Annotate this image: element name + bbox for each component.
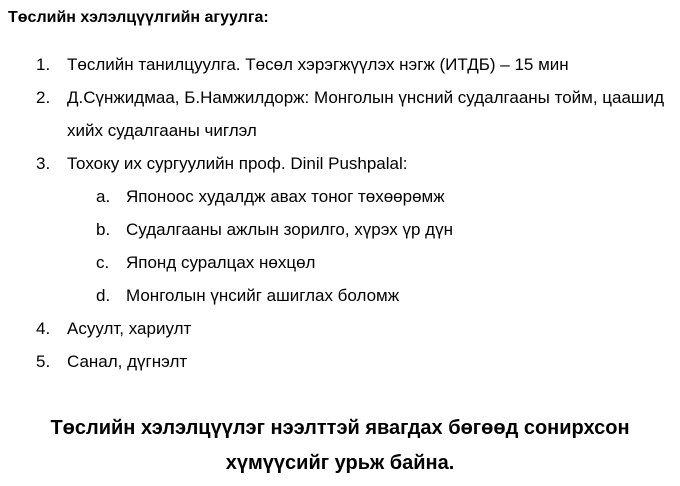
closing-line-2: хүмүүсийг урьж байна. [225,452,455,474]
agenda-item-text: Төслийн танилцуулга. Төсөл хэрэгжүүлэх нэгж (ИТДБ) – 15 мин [67,55,569,74]
agenda-item-1 [0,48,680,81]
agenda-item-number: 4. [36,319,51,338]
closing-invitation [0,411,680,481]
agenda-subitem-text: Японоос худалдж авах тоног төхөөрөмж [126,187,445,206]
agenda-item-text: Тохоку их сургуулийн проф. Dinil Pushpalal: [67,154,408,173]
agenda-subitem-text: Японд суралцах нөхцөл [126,253,316,272]
agenda-subitem-d [0,279,680,312]
agenda-subitem-letter: d. [96,286,111,305]
agenda-subitem-text: Монголын үнсийг ашиглах боломж [126,286,400,305]
agenda-subitem-c [0,246,680,279]
agenda-item-text: Санал, дүгнэлт [67,352,188,371]
agenda-subitem-letter: a. [96,187,111,206]
agenda-item-5 [0,345,680,378]
closing-line-1: Төслийн хэлэлцүүлэг нээлттэй явагдах бөгөөд сонирхсон [50,417,630,439]
agenda-item-number: 3. [36,154,51,173]
agenda-item-text: Асуулт, хариулт [67,319,192,338]
agenda-subitem-letter: c. [96,253,110,272]
agenda-item-4 [0,312,680,345]
agenda-item-text: Д.Сүнжидмаа, Б.Намжилдорж: Монголын үнсний судалгааны тойм, цаашид хийх судалгааны чиглэл [67,88,664,140]
agenda-subitem-letter: b. [96,220,111,239]
agenda-item-3 [0,147,680,180]
agenda-item-number: 2. [36,88,51,107]
agenda-subitem-text: Судалгааны ажлын зорилго, хүрэх үр дүн [126,220,453,239]
agenda-subitem-b [0,213,680,246]
agenda-item-number: 1. [36,55,51,74]
agenda-subitem-a [0,180,680,213]
agenda-item-number: 5. [36,352,51,371]
agenda-item-2 [0,81,680,147]
agenda-list [0,48,680,378]
agenda-heading: Төслийн хэлэлцүүлгийн агуулга: [8,9,269,26]
